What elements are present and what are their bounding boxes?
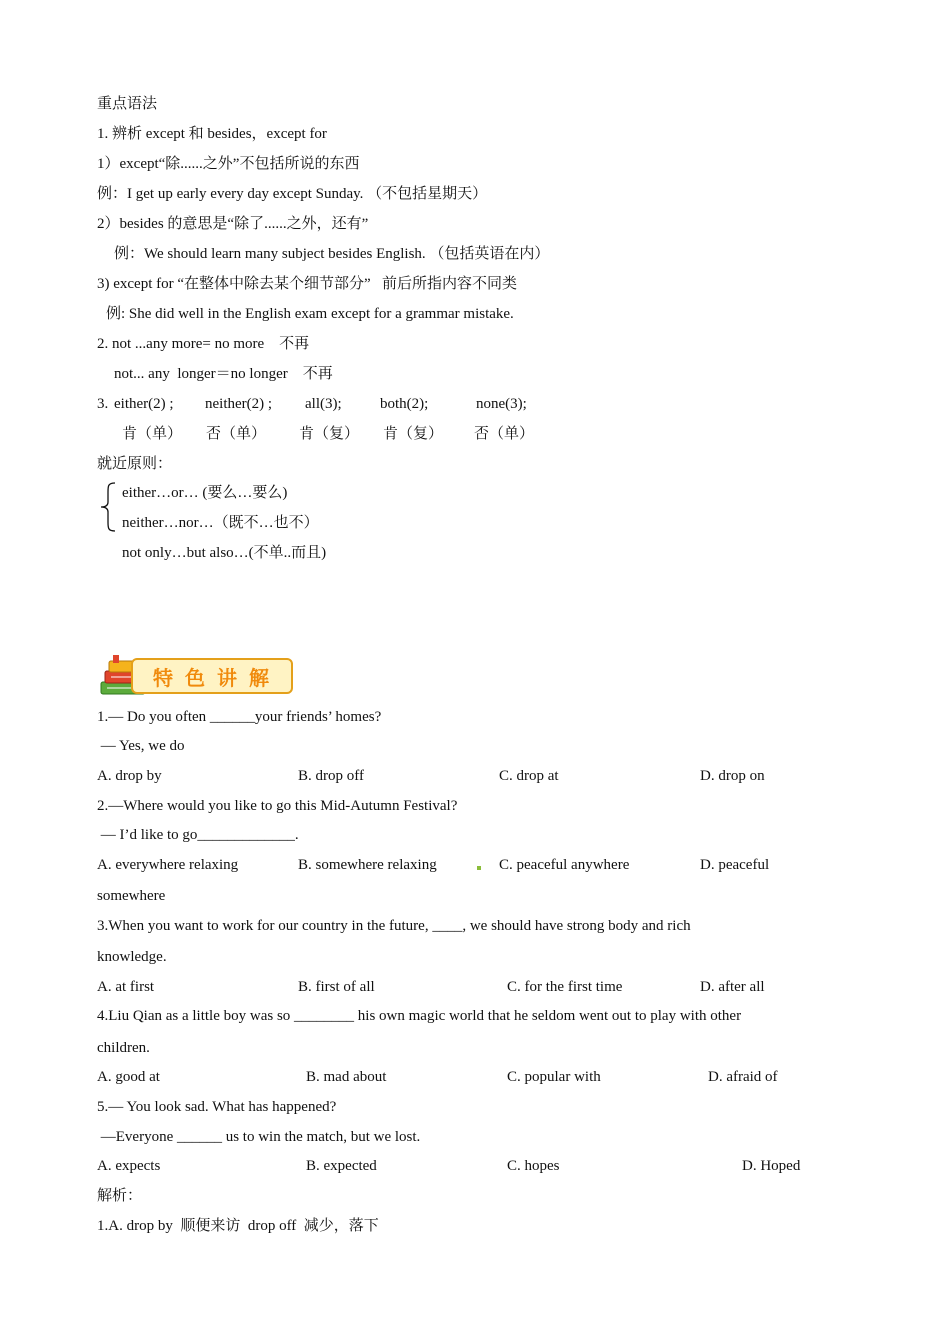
pronoun-note: 肯（复） [383,426,444,442]
option-b: B. somewhere relaxing [298,857,437,873]
pronoun-word: either(2) ; [114,396,174,412]
option-d: D. peaceful [700,857,770,873]
rule-line: neither…nor…（既不…也不） [122,515,319,531]
option-c: C. hopes [507,1158,560,1174]
grammar-line: 1. 辨析 except 和 besides，except for [97,126,327,142]
rule-title: 就近原则： [97,456,173,472]
grammar-line: 例：I get up early every day except Sunday. （不包括星期天） [97,186,488,202]
grammar-line: 2. not ...any more= no more 不再 [97,336,310,352]
grammar-line: not... any longer＝no longer 不再 [114,366,333,382]
pronoun-prefix: 3. [97,396,109,412]
option-c: C. peaceful anywhere [499,857,630,873]
grammar-line: 1）except“除......之外”不包括所说的东西 [97,156,360,172]
option-b: B. mad about [306,1069,387,1085]
option-d-wrap: somewhere [97,888,166,904]
option-d: D. drop on [700,768,765,784]
grammar-line: 2）besides 的意思是“除了......之外，还有” [97,216,369,232]
question-stem: 4.Liu Qian as a little boy was so ________ his own magic world that he seldom went out to play with other [97,1008,742,1024]
option-a: A. expects [97,1158,161,1174]
option-c: C. drop at [499,768,559,784]
option-c: C. for the first time [507,979,623,995]
grammar-line: 3) except for “在整体中除去某个细节部分” 前后所指内容不同类 [97,276,517,292]
feature-banner [97,652,297,702]
pronoun-word: all(3); [305,396,342,412]
pronoun-word: neither(2) ; [205,396,273,412]
section-heading: 重点语法 [97,96,158,112]
option-b: B. expected [306,1158,377,1174]
question-stem: 3.When you want to work for our country in the future, ____, we should have strong body and rich [97,918,691,934]
question-stem: knowledge. [97,949,167,965]
rule-line: not only…but also…(不单..而且) [122,545,327,561]
option-b: B. first of all [298,979,375,995]
option-a: A. good at [97,1069,160,1085]
option-d: D. after all [700,979,765,995]
option-d: D. Hoped [742,1158,801,1174]
mark-dot [477,866,481,870]
question-stem: —Everyone ______ us to win the match, but we lost. [97,1129,421,1145]
question-stem: 5.— You look sad. What has happened? [97,1099,337,1115]
brace-icon [99,482,117,532]
option-c: C. popular with [507,1069,601,1085]
question-stem: children. [97,1040,150,1056]
option-a: A. at first [97,979,155,995]
grammar-line: 例: She did well in the English exam except for a grammar mistake. [106,306,514,322]
analysis-line: 1.A. drop by 顺便来访 drop off 减少，落下 [97,1218,379,1234]
pronoun-word: none(3); [476,396,527,412]
rule-line: either…or… (要么…要么) [122,485,288,501]
pronoun-word: both(2); [380,396,429,412]
option-b: B. drop off [298,768,364,784]
pronoun-note: 肯（单） [122,426,183,442]
grammar-line: 例：We should learn many subject besides English. （包括英语在内） [114,246,550,262]
question-stem: — Yes, we do [97,738,185,754]
option-a: A. everywhere relaxing [97,857,239,873]
question-stem: 1.— Do you often ______your friends’ homes? [97,709,382,725]
banner-title: 特色讲解 [153,666,281,690]
question-stem: — I’d like to go_____________. [97,827,299,843]
option-d: D. afraid of [708,1069,778,1085]
question-stem: 2.—Where would you like to go this Mid-Autumn Festival? [97,798,458,814]
pronoun-note: 否（单） [206,426,267,442]
option-a: A. drop by [97,768,162,784]
pronoun-note: 否（单） [474,426,535,442]
pronoun-note: 肯（复） [299,426,360,442]
analysis-title: 解析： [97,1188,143,1204]
